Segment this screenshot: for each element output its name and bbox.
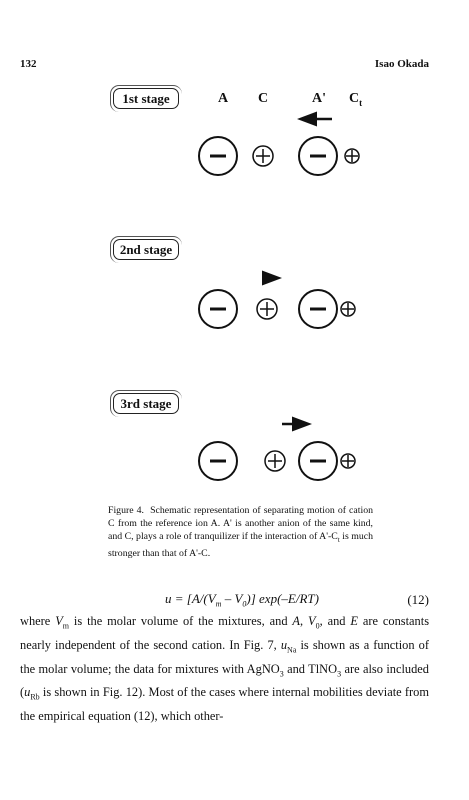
equation-12: $u = [A/(V_m - V_0)]$ exp(–E/RT): [165, 591, 319, 609]
figure-caption: Figure 4. Schematic representation of separating motion of cation C from the reference ion A. A' is another anion of the same kind, and C, plays a role of tranquilizer if the interaction of $A'-C_t$ is much stronger than that of A'-C.: [108, 505, 373, 559]
label-anion-a-prime: A': [312, 91, 326, 106]
cation-ct-stage2: [341, 302, 355, 316]
anion-a-prime-stage3: [299, 442, 337, 480]
cation-c-stage1: [253, 146, 273, 166]
label-cation-c: C: [258, 91, 269, 106]
caption-label: Figure 4.: [108, 505, 144, 516]
anion-a-stage2: [199, 290, 237, 328]
cation-c-stage3: [265, 451, 285, 471]
body-paragraph: where $V_m$ is the molar volume of the mixtures, and A, $V_0$, and E are constants nearly independent of the second cation. In Fig. 7, $u_{Na}$ is shown as a function of the molar volume; the data for mixtures with AgNO$_3$ and TlNO$_3$ are also included ($u_{Rb}$ is shown in Fig. 12). Most of the cases where internal mobilities deviate from the empirical equation (12), which other-: [20, 614, 430, 724]
anion-a-prime-stage1: [299, 137, 337, 175]
cation-ct-stage1: [345, 149, 359, 163]
cation-c-stage2: [257, 299, 277, 319]
stage-label-3: 3rd stage: [113, 393, 179, 414]
label-cation-ct: $C_t$: [349, 91, 363, 108]
anion-a-prime-stage2: [299, 290, 337, 328]
anion-a-stage1: [199, 137, 237, 175]
label-anion-a: A: [218, 91, 229, 106]
running-head-author: Isao Okada: [374, 58, 429, 70]
stage-label-1: 1st stage: [113, 88, 179, 109]
equation-number: (12): [407, 592, 429, 607]
anion-a-stage3: [199, 442, 237, 480]
stage-label-2: 2nd stage: [113, 239, 179, 260]
cation-ct-stage3: [341, 454, 355, 468]
page-number: 132: [20, 58, 37, 70]
